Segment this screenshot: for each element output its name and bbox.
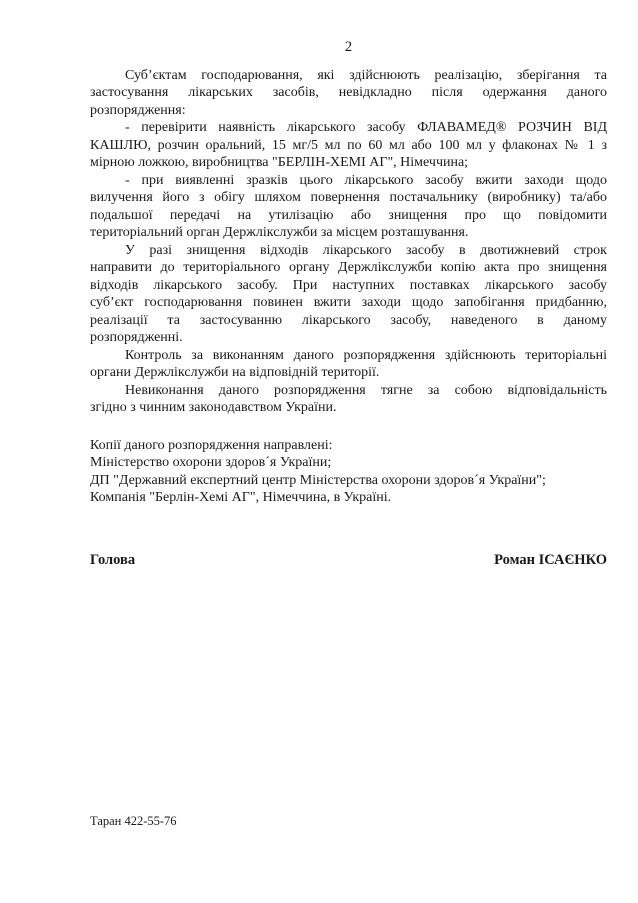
paragraph <box>90 172 607 242</box>
body-line: органи Держлікслужби на відповідній території. <box>90 365 380 380</box>
body-line: Суб’єктам господарювання, які здійснюють реалізацію, зберігання та <box>125 67 607 83</box>
paragraph <box>90 242 607 347</box>
copies-list <box>90 437 607 507</box>
footer-contact: Таран 422-55-76 <box>90 814 177 828</box>
page-number: 2 <box>344 39 353 55</box>
body-line: застосування лікарських засобів, невідкладно після одержання даного <box>90 85 607 100</box>
body-line: відходів лікарського засобу. При наступних поставках лікарського засобу <box>90 277 607 293</box>
body-line: згідно з чинним законодавством України. <box>90 400 337 415</box>
body-line: КАШЛЮ, розчин оральний, 15 мг/5 мл по 60 мл або 100 мл у флаконах № 1 з <box>90 137 607 153</box>
signature-name: Роман ІСАЄНКО <box>494 551 607 568</box>
paragraph <box>90 119 607 172</box>
body-line: мірною ложкою, виробництва "БЕРЛІН-ХЕМІ АГ", Німеччина; <box>90 155 469 170</box>
body-line: вилучення його з обігу шляхом повернення постачальнику (виробнику) та/або <box>90 190 607 205</box>
body-line: територіальний орган Держлікслужби за місцем розташування. <box>90 225 469 240</box>
paragraph <box>90 382 607 417</box>
body-line: розпорядження: <box>90 102 186 118</box>
signature-row <box>90 552 607 570</box>
document-body <box>90 67 607 417</box>
body-line: У разі знищення відходів лікарського засобу в двотижневий строк <box>125 242 607 258</box>
copies-line: Компанія "Берлін-Хемі АГ", Німеччина, в Україні. <box>90 490 392 505</box>
body-line: - при виявленні зразків цього лікарського засобу вжити заходи щодо <box>125 172 607 188</box>
copies-line: Копії даного розпорядження направлені: <box>90 437 333 453</box>
signature-title: Голова <box>90 551 136 568</box>
body-line: суб’єкт господарювання повинен вжити заходи щодо запобігання придбанню, <box>90 295 607 310</box>
paragraph <box>90 347 607 382</box>
body-line: Контроль за виконанням даного розпорядження здійснюють територіальні <box>125 347 607 363</box>
paragraph <box>90 67 607 120</box>
body-line: - перевірити наявність лікарського засобу ФЛАВАМЕД® РОЗЧИН ВІД <box>125 120 607 135</box>
copies-line: ДП "Державний експертний центр Міністерства охорони здоров´я України"; <box>90 472 546 488</box>
body-line: реалізації та застосуванню лікарського засобу, наведеного в даному <box>90 312 607 328</box>
body-line: розпорядженні. <box>90 330 183 345</box>
copies-line: Міністерство охорони здоров´я України; <box>90 455 332 470</box>
body-line: подальшої передачі на утилізацію або знищення про що повідомити <box>90 207 607 223</box>
body-line: направити до територіального органу Держлікслужби копію акта про знищення <box>90 260 607 275</box>
body-line: Невиконання даного розпорядження тягне за собою відповідальність <box>125 382 607 398</box>
